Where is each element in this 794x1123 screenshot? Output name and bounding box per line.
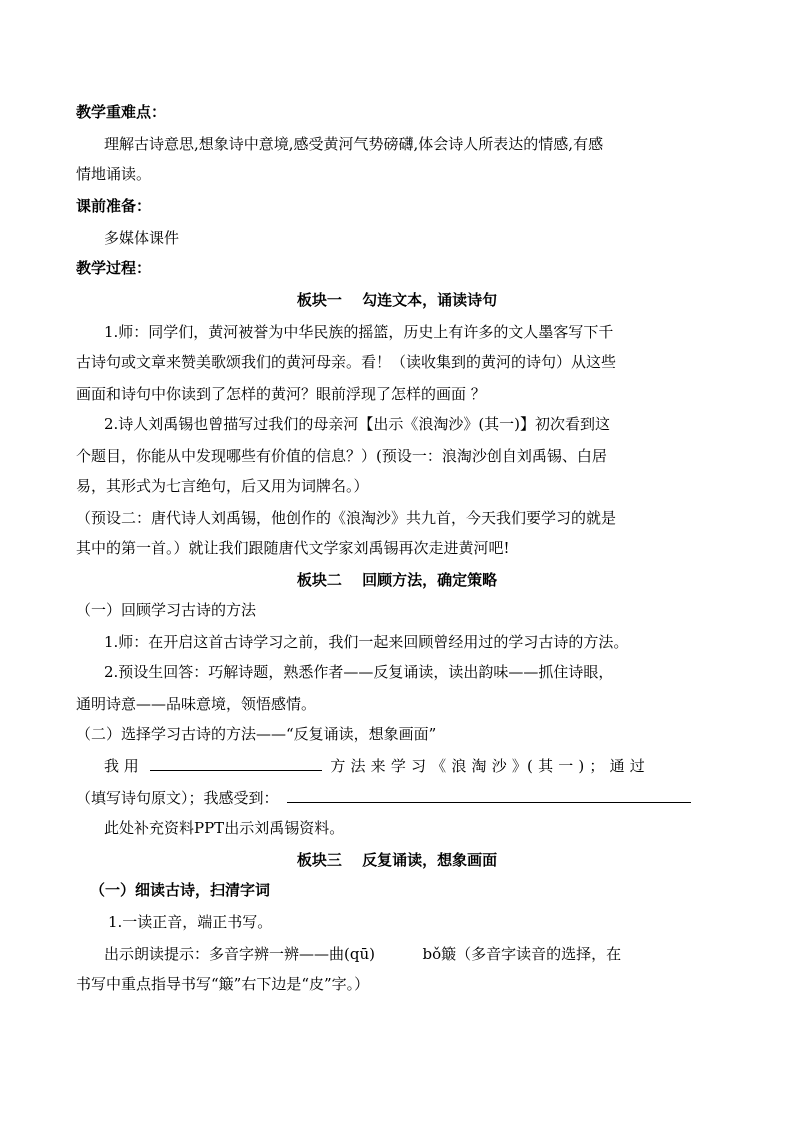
s3-p2-line1	[104, 944, 621, 964]
s2-ppt-note: 此处补充资料PPT出示刘禹锡资料。	[104, 819, 345, 837]
s2-p2-line1: 2.预设生回答：巧解诗题，熟悉作者——反复诵读，读出韵味——抓住诗眼，	[104, 663, 614, 681]
fill-in-line1	[104, 756, 720, 776]
s1-p1-line3: 画面和诗句中你读到了怎样的黄河？眼前浮现了怎样的画面 ？	[76, 385, 486, 403]
s1-p3-line2: 其中的第一首。）就让我们跟随唐代文学家刘禹锡再次走进黄河吧!	[76, 539, 510, 557]
difficulty-text-line2: 情地诵读。	[76, 165, 152, 183]
fill-prefix: 我 用	[104, 757, 139, 775]
difficulty-heading: 教学重难点：	[76, 103, 167, 121]
s1-p2-line2: 个题目，你能从中发现哪些有价值的信息？）(预设一：浪淘沙创自刘禹锡、白居	[76, 447, 607, 465]
blank-feeling[interactable]	[287, 788, 691, 803]
prep-text: 多媒体课件	[104, 229, 180, 247]
fill-in-line2	[76, 788, 691, 808]
process-heading: 教学过程：	[76, 259, 152, 277]
s2-subheading1: （一）回顾学习古诗的方法	[76, 601, 257, 619]
s1-p2-line1: 2.诗人刘禹锡也曾描写过我们的母亲河【出示《浪淘沙》(其一)】初次看到这	[104, 415, 611, 433]
s3-p2-line1-b: bǒ簸（多音字读音的选择，在	[422, 945, 622, 963]
blank-method[interactable]	[150, 756, 322, 771]
section1-title: 板块一 勾连文本，诵读诗句	[296, 291, 498, 309]
s1-p2-line3: 易，其形式为七言绝句，后又用为词牌名。）	[76, 477, 369, 495]
s3-p2-line2: 书写中重点指导书写“簸”右下边是“皮”字。）	[76, 975, 370, 993]
fill-line2-prefix: （填写诗句原文）；我感受到：	[76, 789, 279, 807]
fill-suffix: 方 法 来 学 习 《 浪 淘 沙 》( 其 一 ) ； 通 过	[330, 757, 645, 775]
section3-title: 板块三 反复诵读，想象画面	[296, 851, 498, 869]
section2-title: 板块二 回顾方法，确定策略	[296, 571, 498, 589]
s1-p3-line1: （预设二：唐代诗人刘禹锡，他创作的《浪淘沙》共九首，今天我们要学习的就是	[76, 509, 617, 527]
s3-p1: 1.一读正音，端正书写。	[108, 913, 273, 931]
s1-p1-line2: 古诗句或文章来赞美歌颂我们的黄河母亲。看！（读收集到的黄河的诗句）从这些	[76, 353, 617, 371]
s2-p2-line2: 通明诗意——品味意境，领悟感情。	[76, 695, 317, 713]
prep-heading: 课前准备：	[76, 197, 152, 215]
s2-p1: 1.师：在开启这首古诗学习之前，我们一起来回顾曾经用过的学习古诗的方法。	[104, 633, 629, 651]
s3-p2-line1-a: 出示朗读提示：多音字辨一辨——曲(qū)	[104, 945, 375, 963]
difficulty-text-line1: 理解古诗意思,想象诗中意境,感受黄河气势磅礴,体会诗人所表达的情感,有感	[104, 135, 604, 153]
s3-subheading1: （一）细读古诗，扫清字词	[90, 881, 271, 899]
s1-p1-line1: 1.师：同学们，黄河被誉为中华民族的摇篮，历史上有许多的文人墨客写下千	[104, 323, 614, 341]
s2-subheading2: （二）选择学习古诗的方法——“反复诵读，想象画面”	[76, 725, 437, 743]
